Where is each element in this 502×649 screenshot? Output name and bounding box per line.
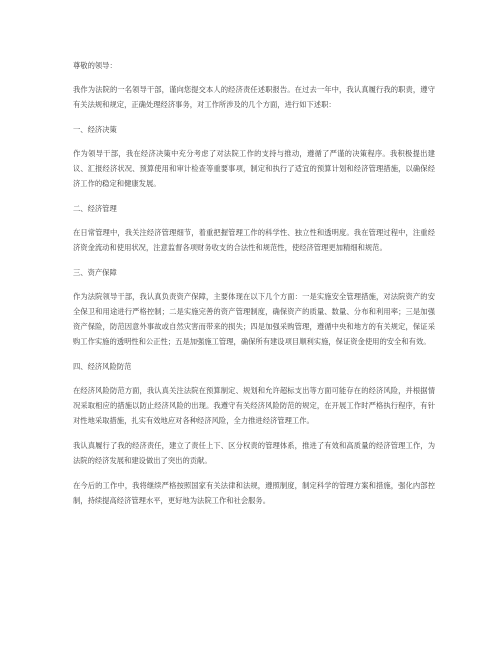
section-heading: 一、经济决策 (73, 125, 117, 134)
section-economic-decision (73, 122, 435, 191)
section-heading: 三、资产保障 (73, 268, 117, 277)
section-paragraph: 作为领导干部，我在经济决策中充分考虑了对法院工作的支持与推动，遵循了严谨的决策程序。我积极提出建议、汇报经济状况、预算使用和审计检查等重要事项，制定和执行了适宜的预算计划和经济管理措施，以确保经济工作的稳定和健康发展。 (73, 149, 435, 188)
closing-paragraph: 在今后的工作中，我将继续严格按照国家有关法律和法规，遵照制度，制定科学的管理方案和措施，强化内部控制，持续提高经济管理水平，更好地为法院工作和社会服务。 (73, 481, 435, 505)
section-economic-management (73, 201, 435, 255)
intro-paragraph: 我作为法院的一名领导干部，谨向您提交本人的经济责任述职报告。在过去一年中，我认真履行我的职责，遵守有关法规和规定，正确处理经济事务，对工作所涉及的几个方面，进行如下述职： (73, 85, 435, 109)
greeting: 尊敬的领导： (73, 61, 117, 70)
section-paragraph: 在日常管理中，我关注经济管理细节，着重把握管理工作的科学性、独立性和透明度。我在管理过程中，注重经济资金流动和使用状况，注意监督各项财务收支的合法性和规范性，使经济管理更加精细和规范。 (73, 228, 435, 252)
summary-paragraph: 我认真履行了我的经济责任，建立了责任上下、区分权责的管理体系，推进了有效和高质量的经济管理工作，为法院的经济发展和建设做出了突出的贡献。 (73, 441, 435, 465)
report-body (73, 58, 435, 518)
section-paragraph: 作为法院领导干部，我认真负责资产保障，主要体现在以下几个方面：一是实施安全管理措施，对法院资产的安全保卫和用途进行严格控制；二是实施完善的资产管理制度，确保资产的质量、数量、分布和利用率；三是加强资产保险，防范因意外事故或自然灾害而带来的损失；四是加强采购管理，遵循中央和地方的有关规定，保证采购工作实施的透明性和公正性；五是加强施工管理，确保所有建设项目顺利实施，保证资金使用的安全和有效。 (73, 292, 435, 346)
section-asset-protection (73, 265, 435, 349)
section-heading: 四、经济风险防范 (73, 362, 132, 371)
section-paragraph: 在经济风险防范方面，我认真关注法院在预算制定、规划和允许超标支出等方面可能存在的经济风险，并根据情况采取相应的措施以防止经济风险的出现。我遵守有关经济风险防范的规定，在开展工作时严格执行程序，有针对性地采取措施，扎实有效地应对各种经济风险，全力推进经济管理工作。 (73, 386, 435, 425)
section-heading: 二、经济管理 (73, 204, 117, 213)
section-risk-prevention (73, 359, 435, 428)
